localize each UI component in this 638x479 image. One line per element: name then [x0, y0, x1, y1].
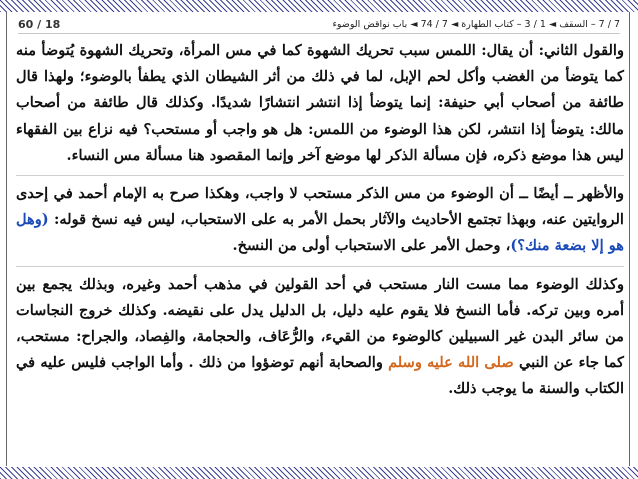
- paragraph-1: والقول الثاني: أن يقال: اللمس سبب تحريك الشهوة كما في مس المرأة، وتحريك الشهوة يُتوضأ منه كما يتوضأ من الغضب وأكل لحم الإبل، لما في ذلك من أثر الشيطان الذي يطفأ بالوضوء؛ ولهذا قال طائفة من أصحاب أبي حنيفة: إنما يتوضأ إذا انتشر انتشارًا شديدًا. وكذلك قال طائفة من أصحاب مالك: يتوضأ إذا انتشر، لكن هذا الوضوء من اللمس: هل هو واجب أو مستحب؟ فيه نزاع بين الفقهاء ليس هذا موضع ذكره، فإن مسألة الذكر لها موضع آخر وإنما المقصود هنا مسألة مس النساء.: [16, 42, 624, 164]
- divider: [16, 266, 624, 267]
- page-header: [18, 15, 620, 34]
- paragraph-text: والأظهر ــ أيضًا ــ أن الوضوء من مس الذكر مستحب لا واجب، وهكذا صرح به الإمام أحمد في إحدى الروايتين عنه، وبهذا تجتمع الأحاديث والآثار بحمل الأمر به على الاستحباب، ليس فيه نسخ قوله:: [16, 185, 624, 229]
- paragraph-text: ، وحمل الأمر على الاستحباب أولى من النسخ.: [232, 237, 511, 255]
- paragraph-text: وكذلك الوضوء مما مست النار مستحب في أحد القولين في مذهب أحمد وغيره، وبذلك يجمع بين أمره وبين تركه. فأما النسخ فلا يقوم عليه دليل، بل الدليل يدل على نقيضه. وكذلك خروج النجاسات من سائر البدن غير السبيلين كالوضوء من القيء، والرُّعَاف، والحجامة، والفِصاد، والجراح: مستحب، كما جاء عن النبي: [16, 275, 625, 372]
- hadith-quote: (وهل هو إلا بضعة منك؟): [16, 211, 624, 255]
- bottom-decorative-band: [0, 467, 638, 479]
- paragraph-3: [16, 272, 624, 403]
- document-body: [16, 38, 624, 463]
- paragraph-text: والصحابة أنهم توضؤوا من ذلك . وأما الواجب فليس عليه في الكتاب والسنة ما يوجب ذلك.: [16, 354, 624, 398]
- top-decorative-band: [0, 0, 638, 12]
- page-counter: 60 / 18: [18, 17, 61, 31]
- divider: [16, 175, 624, 176]
- paragraph-2: [16, 181, 624, 260]
- honorific-phrase: صلى الله عليه وسلم: [388, 354, 514, 372]
- breadcrumb: 7 / 7 – السقف ◄ 1 / 3 – كتاب الطهارة ◄ 7 / 74 ◄ باب نواقض الوضوء: [332, 18, 620, 30]
